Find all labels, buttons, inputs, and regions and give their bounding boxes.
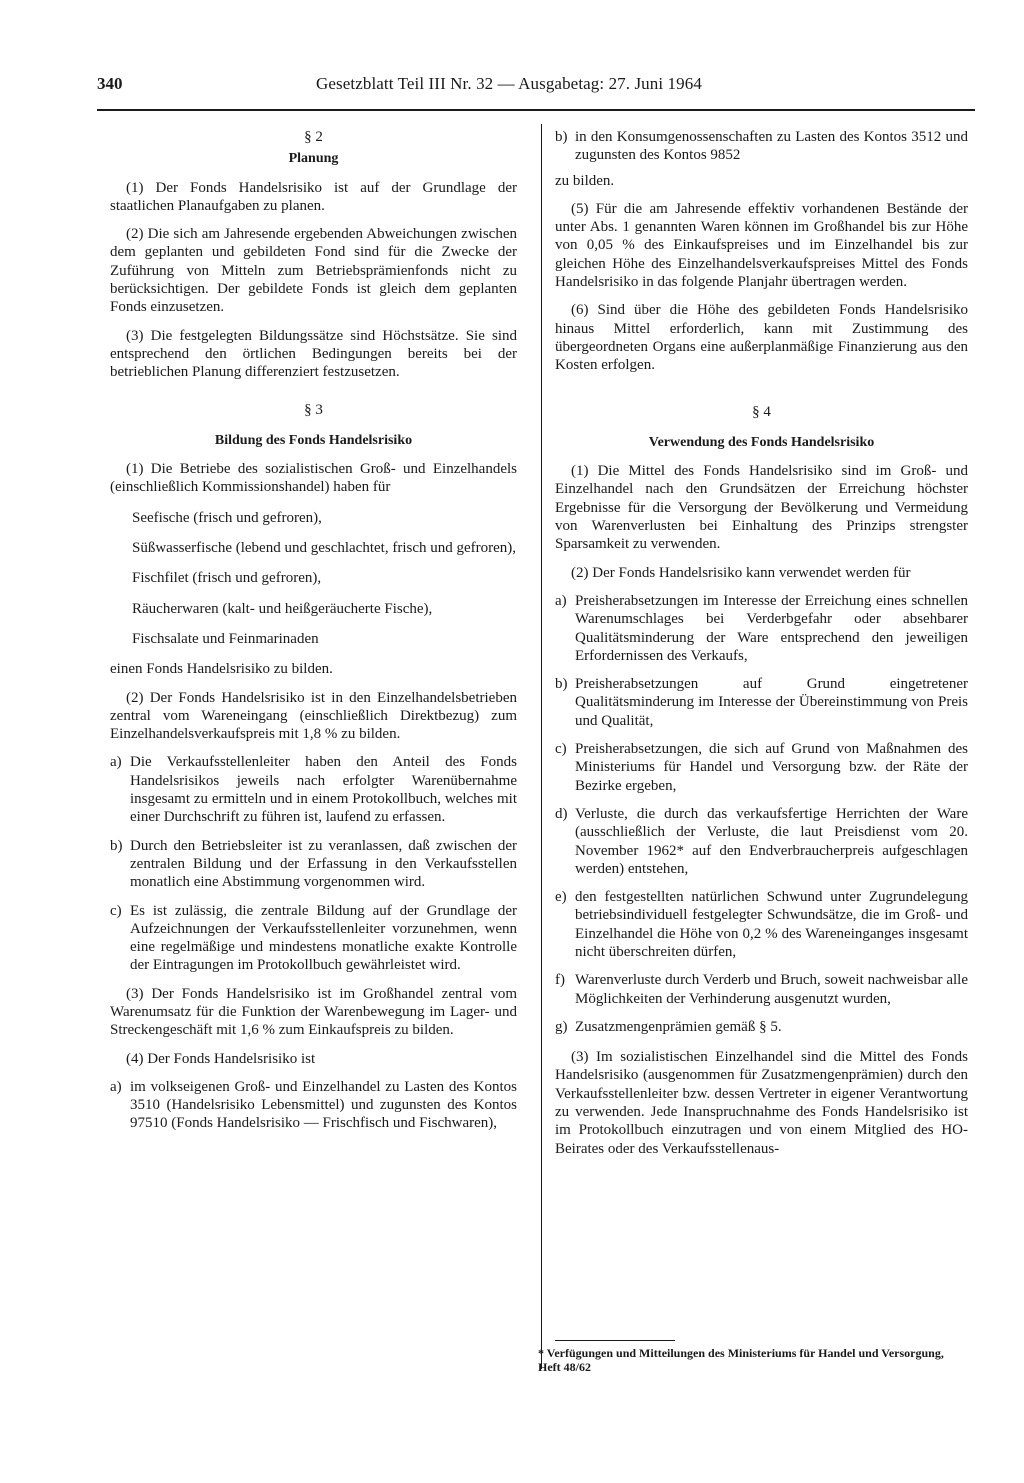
- fish-item: Räucherwaren (kalt- und heißgeräucherte Fische),: [132, 600, 433, 617]
- list-item-text: Preisherabsetzungen im Interesse der Erreichung eines schnellen Warenumschlages bei Verderbgefahr oder absehbarer Qualitätsminderung der Ware entsprechend den jeweiligen Erfordernissen des Verkaufs,: [575, 592, 968, 664]
- fish-item: Seefische (frisch und gefroren),: [132, 509, 322, 526]
- s3-paragraph-6: (6) Sind über die Höhe des gebildeten Fonds Handelsrisiko hinaus Mittel erforderlich, kann mit Zustimmung des übergeordneten Organs eine außerplanmäßige Finanzierung aus den Kosten erfolgen.: [555, 302, 968, 374]
- list-item-text: Preisherabsetzungen auf Grund eingetretener Qualitätsminderung im Interesse der Übereinstimmung von Preis und Qualität,: [575, 676, 968, 729]
- s2-paragraph-2: (2) Die sich am Jahresende ergebenden Abweichungen zwischen dem geplanten und gebildeten Fond sind für die Zwecke der Zuführung von Mitteln zum Betriebsprämienfonds nicht zu berücksichtigen. Der gebildete Fonds ist gleich dem geplanten Fonds einzusetzen.: [110, 226, 517, 316]
- list-item: [555, 1018, 968, 1036]
- list-item: [110, 902, 517, 975]
- s3-paragraph-1: (1) Die Betriebe des sozialistischen Groß- und Einzelhandels (einschließlich Kommissionshandel) haben für: [110, 461, 517, 496]
- list-item: [555, 888, 968, 961]
- s3-paragraph-4-end: zu bilden.: [555, 172, 615, 189]
- s3-paragraph-1-end: einen Fonds Handelsrisiko zu bilden.: [110, 661, 333, 678]
- s4-paragraph-2: (2) Der Fonds Handelsrisiko kann verwendet werden für: [571, 564, 911, 581]
- list-item-text: Es ist zulässig, die zentrale Bildung auf der Grundlage der Aufzeichnungen der Verkaufsstellenleiter vorzunehmen, wenn eine regelmäßige und mindestens monatliche exakte Kontrolle der Eintragungen im Protokollbuch gewährleistet wird.: [130, 902, 517, 974]
- header-rule: [97, 109, 975, 111]
- list-item-label: a): [555, 592, 567, 609]
- section-2-title: Planung: [288, 151, 339, 167]
- list-item-label: b): [110, 837, 123, 854]
- page-number: 340: [97, 74, 123, 93]
- right-column: [555, 128, 968, 1158]
- left-column: [110, 128, 517, 1133]
- list-item-text: Zusatzmengenprämien gemäß § 5.: [575, 1018, 782, 1035]
- list-item: [110, 1078, 517, 1133]
- list-item-text: Preisherabsetzungen, die sich auf Grund von Maßnahmen des Ministeriums für Handel und Versorgung bzw. der Räte der Bezirke ergeben,: [575, 741, 968, 794]
- list-item-label: g): [555, 1018, 568, 1035]
- s2-paragraph-3: (3) Die festgelegten Bildungssätze sind Höchstsätze. Sie sind entsprechend den örtlichen Bedingungen bereits bei der betrieblichen Planung differenziert festzusetzen.: [110, 327, 517, 381]
- column-divider: [541, 124, 542, 1369]
- s4-paragraph-1: (1) Die Mittel des Fonds Handelsrisiko sind im Groß- und Einzelhandel nach den Grundsätzen der Erreichung höchster Ergebnisse für die Versorgung der Bevölkerung und Vermeidung von Warenverlusten bei Einhaltung des Prinzips strengster Sparsamkeit zu verwenden.: [555, 463, 968, 553]
- list-item: [555, 971, 968, 1008]
- fish-item: Fischsalate und Feinmarinaden: [132, 630, 319, 647]
- fish-item: Fischfilet (frisch und gefroren),: [132, 570, 322, 587]
- list-item-text: den festgestellten natürlichen Schwund unter Zugrundelegung betriebsindividuell festgelegter Schwundsätze, die im Groß- und Einzelhandel die Höhe von 0,2 % des Wareneinganges insgesamt nicht überschreiten dürfen,: [575, 889, 968, 960]
- section-4-heading: § 4: [752, 403, 771, 420]
- list-item-text: Verluste, die durch das verkaufsfertige Herrichten der Ware (ausschließlich der Verluste, die laut Preisdienst vom 20. November 1962* auf den Endverbraucherpreis aufgeschlagen werden) entstehen,: [575, 805, 968, 877]
- list-item-text: in den Konsumgenossenschaften zu Lasten des Kontos 3512 und zugunsten des Kontos 9852: [575, 129, 968, 164]
- s4-paragraph-3: (3) Im sozialistischen Einzelhandel sind die Mittel des Fonds Handelsrisiko (ausgenommen für Zusatzmengenprämien) durch den Verkaufsstellenleiter bzw. dessen Vertreter in eigener Verantwortung zu verwenden. Jede Inanspruchnahme des Fonds Handelsrisiko ist im Protokollbuch einzutragen und von einem Mitglied des HO-Beirates oder des Verkaufsstellenaus-: [555, 1049, 968, 1157]
- list-item: [555, 675, 968, 730]
- footnote-rule: [555, 1340, 675, 1341]
- list-item-text: im volkseigenen Groß- und Einzelhandel zu Lasten des Kontos 3510 (Handelsrisiko Lebensmittel) und zugunsten des Kontos 97510 (Fonds Handelsrisiko — Frischfisch und Fischwaren),: [130, 1078, 517, 1132]
- s3-paragraph-5: (5) Für die am Jahresende effektiv vorhandenen Bestände der unter Abs. 1 genannten Waren können im Großhandel bis zur Höhe von 0,05 % des Einkaufspreises und im Einzelhandel bis zur gleichen Höhe des Einzelhandelsverkaufspreises Mittel des Fonds Handelsrisiko in das folgende Planjahr übertragen werden.: [555, 200, 968, 291]
- list-item-label: f): [555, 972, 565, 989]
- page-header: [97, 74, 975, 110]
- list-item-label: d): [555, 805, 568, 822]
- list-item-label: c): [555, 741, 567, 758]
- list-item-text: Die Verkaufsstellenleiter haben den Anteil des Fonds Handelsrisikos jeweils nach erfolgter Warenübernahme insgesamt zu ermitteln und in einem Protokollbuch, welches mit einer Durchschrift zu führen ist, laufend zu erfassen.: [130, 754, 517, 826]
- section-3-heading: § 3: [304, 401, 323, 418]
- list-item-label: a): [110, 1078, 122, 1095]
- section-4-title: Verwendung des Fonds Handelsrisiko: [648, 434, 875, 450]
- list-item: [555, 805, 968, 878]
- s3-paragraph-2: (2) Der Fonds Handelsrisiko ist in den Einzelhandelsbetrieben zentral vom Wareneingang (einschließlich Direktbezug) zum Einzelhandelsverkaufspreis mit 1,8 % zu bilden.: [110, 689, 517, 743]
- s2-paragraph-1: (1) Der Fonds Handelsrisiko ist auf der Grundlage der staatlichen Planaufgaben zu planen.: [110, 179, 517, 214]
- section-2-heading: § 2: [304, 129, 323, 145]
- list-item-label: c): [110, 902, 122, 919]
- list-item-text: Warenverluste durch Verderb und Bruch, soweit nachweisbar alle Möglichkeiten der Verhinderung ausgenutzt wurden,: [575, 972, 968, 1007]
- list-item-text: Durch den Betriebsleiter ist zu veranlassen, daß zwischen der zentralen Bildung und der Erfassung in den Verkaufsstellen monatlich eine Abstimmung vorgenommen wird.: [130, 837, 517, 891]
- section-3-title: Bildung des Fonds Handelsrisiko: [214, 432, 413, 448]
- list-item: [110, 837, 517, 892]
- fish-item: Süßwasserfische (lebend und geschlachtet, frisch und gefroren),: [132, 540, 517, 557]
- list-item: [555, 128, 968, 165]
- s3-paragraph-3: (3) Der Fonds Handelsrisiko ist im Großhandel zentral vom Warenumsatz für die Funktion der Warenbewegung im Lager- und Streckengeschäft mit 1,6 % zum Einkaufspreis zu bilden.: [110, 985, 517, 1039]
- list-item-label: b): [555, 129, 568, 145]
- list-item-label: a): [110, 754, 122, 771]
- s3-paragraph-4: (4) Der Fonds Handelsrisiko ist: [126, 1050, 316, 1067]
- gazette-title: Gesetzblatt Teil III Nr. 32 — Ausgabetag: 27. Juni 1964: [316, 74, 702, 93]
- list-item: [555, 740, 968, 795]
- list-item-label: e): [555, 889, 567, 906]
- list-item: [110, 753, 517, 826]
- list-item: [555, 592, 968, 665]
- list-item-label: b): [555, 676, 568, 693]
- footnote: * Verfügungen und Mitteilungen des Ministeriums für Handel und Versorgung, Heft 48/62: [538, 1346, 944, 1374]
